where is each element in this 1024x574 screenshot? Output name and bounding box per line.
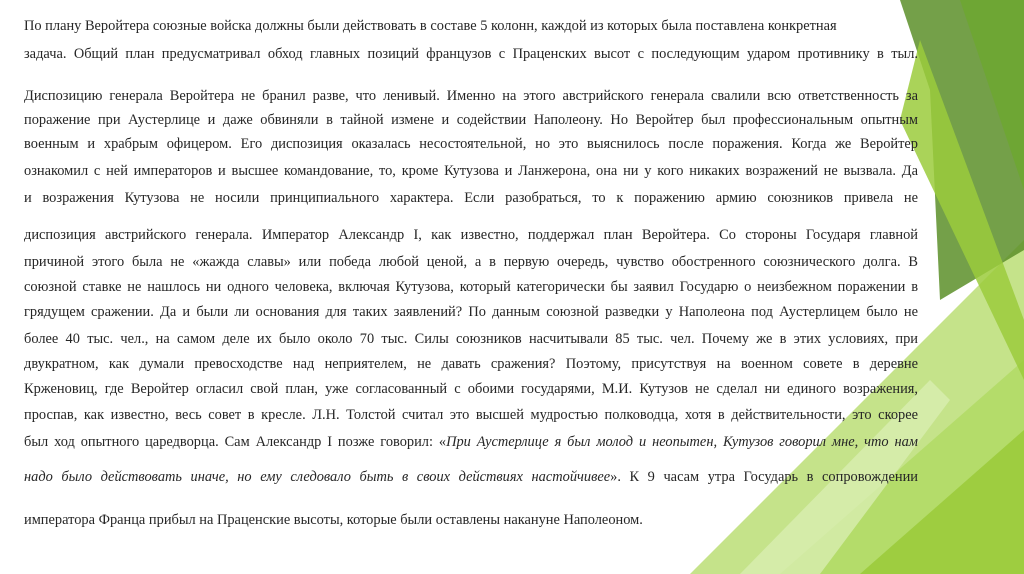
quote-italic-part-2: надо было действовать иначе, но ему следовало быть в своих действиях настойчивее bbox=[24, 469, 611, 485]
text-line-15: проспав, как известно, весь совет в кресле. Л.Н. Толстой считал это высшей мудростью полководца, хотя в действительности, это скорее bbox=[24, 407, 918, 423]
text-line-11: грядущем сражении. Да и были ли основания для таких заявлений? По данным союзной разведки у Наполеона под Аустерлицем было не bbox=[24, 304, 918, 320]
quote-italic-part-1: При Аустерлице я был молод и неопытен, Кутузов говорил мне, что нам bbox=[446, 434, 918, 450]
text-line-6: ознакомил с ней императоров и высшее командование, то, кроме Кутузова и Ланжерона, она ни у кого никаких возражений не вызвала. Да bbox=[24, 163, 918, 179]
text-line-18: императора Франца прибыл на Праценские высоты, которые были оставлены накануне Наполеоном. bbox=[24, 512, 643, 528]
text-line-3: Диспозицию генерала Веройтера не бранил разве, что ленивый. Именно на этого австрийского генерала свалили всю ответственность за bbox=[24, 88, 918, 104]
text-line-10: союзной ставке не нашлось ни одного человека, включая Кутузова, который категорически бы заявил Государю о неизбежном поражении в bbox=[24, 279, 918, 295]
text-line-2: задача. Общий план предусматривал обход главных позиций французов с Праценских высот с последующим ударом противнику в тыл. bbox=[24, 46, 918, 62]
text-line-7: и возражения Кутузова не носили принципиального характера. Если разобраться, то к поражению армию союзников привела не bbox=[24, 190, 918, 206]
text-line-14: Крженовиц, где Веройтер огласил свой план, уже согласованный с обоими государями, М.И. Кутузов не сделал ни единого возражения, bbox=[24, 381, 918, 397]
text-line-17 bbox=[24, 467, 918, 487]
text-line-5: военным и храбрым офицером. Его диспозиция оказалась несостоятельной, но это выяснилось после поражения. Когда же Веройтер bbox=[24, 136, 918, 152]
text-line-17-regular: ». К 9 часам утра Государь в сопровождении bbox=[610, 469, 919, 485]
text-line-9: причиной этого была не «жажда славы» или победа любой ценой, а в первую очередь, чувство обостренного союзнического долга. В bbox=[24, 254, 918, 270]
text-line-8: диспозиция австрийского генерала. Император Александр I, как известно, поддержал план Веройтера. Со стороны Государя главной bbox=[24, 227, 918, 243]
text-line-16 bbox=[24, 432, 918, 452]
text-line-16-regular: был ход опытного царедворца. Сам Александр I позже говорил: « bbox=[24, 434, 447, 450]
text-line-12: более 40 тыс. чел., на самом деле их было около 70 тыс. Силы союзников насчитывали 85 тыс. чел. Почему же в этих условиях, при bbox=[24, 331, 918, 347]
text-line-4: поражение при Аустерлице и даже обвиняли в тайной измене и содействии Наполеону. Но Веройтер был профессиональным опытным bbox=[24, 112, 918, 128]
text-line-1: По плану Веройтера союзные войска должны были действовать в составе 5 колонн, каждой из которых была поставлена конкретная bbox=[24, 18, 837, 34]
text-line-13: двукратном, как думали превосходстве над неприятелем, не давать сражения? Поэтому, присутствуя на военном совете в деревне bbox=[24, 356, 918, 372]
